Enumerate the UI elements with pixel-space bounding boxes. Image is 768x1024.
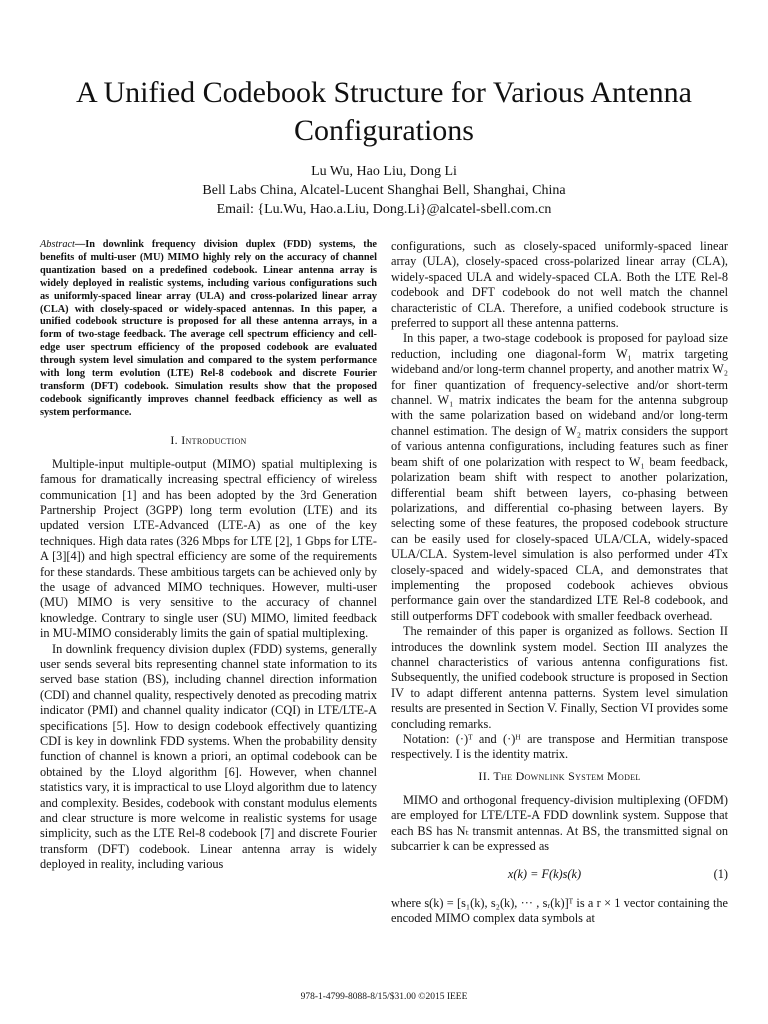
paper-title: A Unified Codebook Structure for Various Antenna Configurations	[75, 76, 692, 147]
equation-number: (1)	[713, 867, 728, 882]
intro-paragraph-1: Multiple-input multiple-output (MIMO) spatial multiplexing is famous for dramatically increasing spectral efficiency of wireless communication [1] and has been adopted by the 3rd Generation Partnership Project (3GPP) long term evolution (LTE) and its updated version LTE-Advanced (LTE-A) as one of the key techniques. High data rates (326 Mbps for LTE [2], 1 Gbps for LTE-A [3][4]) and high spectral efficiency are some of the requirements for these standards. These ambitious targets can be achieved only by the usage of advanced MIMO techniques. However, multi-user (MU) MIMO is very sensitive to the accuracy of channel knowledge. Contrary to single user (SU) MIMO, limited feedback in MU-MIMO considerably limits the gain of spatial multiplexing.	[40, 456, 377, 641]
intro-paragraph-5: The remainder of this paper is organized as follows. Section II introduces the downlink system model. Section III analyzes the channel characteristics of various antenna configurations fist. Subsequently, the unified codebook structure is proposed in Section IV to adapt different antenna patterns. System level simulation results are presented in Section V. Finally, Section VI provides some concluding remarks.	[391, 624, 728, 731]
equation-body: x(k) = F(k)s(k)	[507, 867, 582, 882]
right-column	[391, 239, 728, 927]
author-block	[40, 162, 728, 219]
author-email: Email: {Lu.Wu, Hao.a.Liu, Dong.Li}@alcatel-sbell.com.cn	[216, 202, 552, 217]
equation-1	[391, 867, 728, 882]
system-model-paragraph-2: where s(k) = [s₁(k), s₂(k), ··· , sᵣ(k)]ᵀ is a r × 1 vector containing the encoded MIMO complex data symbols at	[391, 895, 728, 926]
abstract-text: —In downlink frequency division duplex (FDD) systems, the benefits of multi-user (MU) MIMO highly rely on the accuracy of channel quantization based on a predefined codebook. Linear antenna array is widely deployed in realistic systems, including various configurations such as uniformly-spaced linear array (ULA) and cross-polarized linear array (CLA) with closely-spaced or widely-spaced antennas. In this paper, a unified codebook structure is proposed for all these antenna arrays, in a form of two-stage feedback. The average cell spectrum efficiency and cell-edge user spectrum efficiency of the proposed codebook are evaluated through system level simulation and compared to the system performance with long term evolution (LTE) Rel-8 codebook and discrete Fourier transform (DFT) codebook. Simulation results show that the proposed codebook significantly improves channel feedback efficiency as well as system performance.	[40, 239, 377, 418]
intro-paragraph-2: In downlink frequency division duplex (FDD) systems, generally user sends several bits representing channel state information to its served base station (BS), including channel direction information (CDI) and channel quality, respectively denoted as precoding matrix indicator (PMI) and channel quality indicator (CQI) in LTE/LTE-A specifications [5]. How to design codebook effectively quantizing CDI is key in downlink FDD systems. When the probability density function of channel is known a priori, an optimal codebook can be obtained by the Lloyd algorithm [6]. However, when channel statistics vary, it is impractical to use Lloyd algorithm due to latency and complexity. Besides, codebook with constant modulus elements and clear structure is more welcome in realistic systems for usage simplicity, such as the LTE Rel-8 codebook [7] and discrete Fourier transform (DFT) codebook. Linear antenna array is widely deployed in reality, including various	[40, 641, 377, 872]
notation-paragraph: Notation: (·)ᵀ and (·)ᴴ are transpose and Hermitian transpose respectively. I is the identity matrix.	[391, 732, 728, 762]
intro-paragraph-4: In this paper, a two-stage codebook is proposed for payload size reduction, including one diagonal-form W₁ matrix targeting wideband and/or long-term channel property, and another matrix W₂ for finer quantization of frequency-selective and/or short-term channel. W₁ matrix indicates the beam for the antenna subgroup with the same polarization based on wideband and/or long-term channel estimation. The design of W₂ matrix considers the support of various antenna configurations, including features such as finer beam shift of one polarization with respect to W₁ beam feedback, polarization beam shift with respect to another polarization, differential beam shift between layers, co-phasing between polarizations, and differential co-phasing between layers. By selecting some of these features, the proposed codebook structure can be easily used for closely-spaced ULA/CLA, widely-spaced ULA/CLA. System-level simulation is also performed under 4Tx closely-spaced and widely-spaced CLA, and demonstrates that implementing the proposed codebook achieves obvious performance gain over the standardized LTE Rel-8 codebook, and still outperforms DFT codebook with smaller feedback overhead.	[391, 331, 728, 623]
abstract	[40, 239, 377, 420]
system-model-paragraph-1: MIMO and orthogonal frequency-division multiplexing (OFDM) are employed for LTE/LTE-A FDD downlink system. Suppose that each BS has Nₜ transmit antennas. At BS, the transmitted signal on subcarrier k can be expressed as	[391, 792, 728, 854]
author-names: Lu Wu, Hao Liu, Dong Li	[311, 164, 457, 179]
left-column	[40, 239, 377, 873]
author-affiliation: Bell Labs China, Alcatel-Lucent Shanghai Bell, Shanghai, China	[202, 183, 566, 198]
section-heading-system-model: II. The Downlink System Model	[478, 768, 641, 783]
intro-paragraph-3: configurations, such as closely-spaced uniformly-spaced linear array (ULA), closely-spaced cross-polarized linear array (CLA), widely-spaced ULA and widely-spaced CLA. Both the LTE Rel-8 codebook and DFT codebook do not well match the channel characteristic of CLA. Therefore, a unified codebook structure is preferred to support all these antenna patterns.	[391, 239, 728, 331]
abstract-lead: Abstract	[40, 239, 75, 250]
section-heading-introduction: I. Introduction	[170, 432, 247, 447]
footer-copyright: 978-1-4799-8088-8/15/$31.00 ©2015 IEEE	[300, 992, 468, 1002]
